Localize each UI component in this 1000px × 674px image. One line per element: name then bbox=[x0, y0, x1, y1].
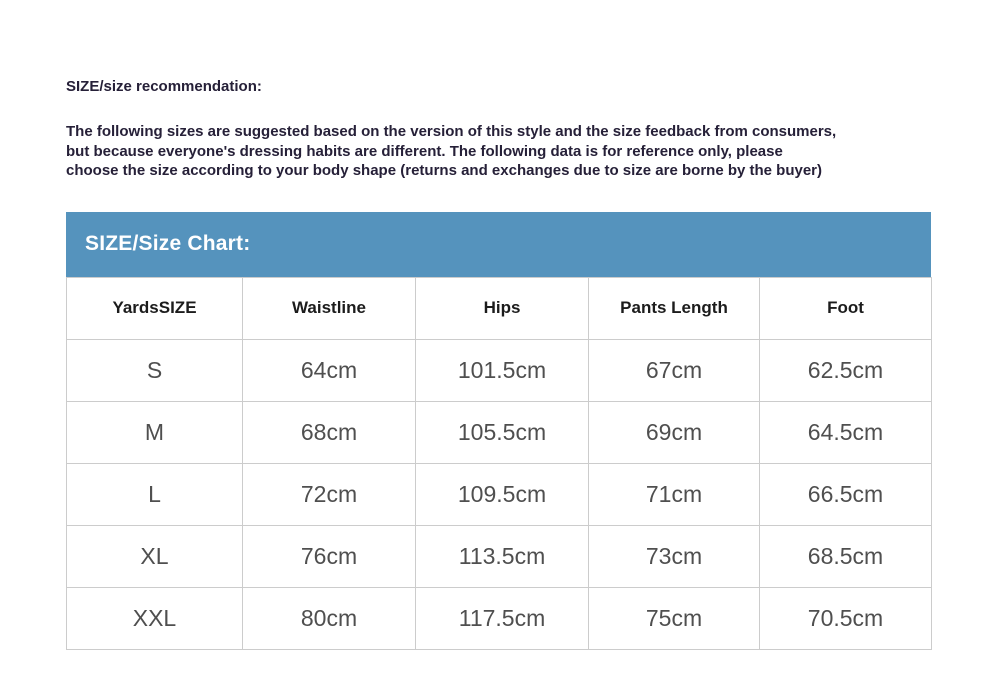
cell-foot: 62.5cm bbox=[760, 339, 932, 401]
cell-hips: 101.5cm bbox=[416, 339, 589, 401]
cell-pants-length: 75cm bbox=[589, 587, 760, 649]
cell-waistline: 80cm bbox=[243, 587, 416, 649]
table-row-m bbox=[67, 401, 932, 463]
size-chart-table bbox=[66, 277, 932, 650]
cell-waistline: 72cm bbox=[243, 463, 416, 525]
cell-size-label: XXL bbox=[67, 587, 243, 649]
cell-waistline: 64cm bbox=[243, 339, 416, 401]
table-header-row bbox=[67, 277, 932, 339]
column-header-hips: Hips bbox=[416, 277, 589, 339]
cell-pants-length: 73cm bbox=[589, 525, 760, 587]
cell-foot: 70.5cm bbox=[760, 587, 932, 649]
cell-foot: 66.5cm bbox=[760, 463, 932, 525]
cell-pants-length: 67cm bbox=[589, 339, 760, 401]
cell-foot: 64.5cm bbox=[760, 401, 932, 463]
cell-foot: 68.5cm bbox=[760, 525, 932, 587]
column-header-waistline: Waistline bbox=[243, 277, 416, 339]
size-recommendation-body: The following sizes are suggested based on the version of this style and the size feedback from consumers, but because everyone's dressing habits are different. The following data is for reference only, please choose the size according to your body shape (returns and exchanges due to size are borne by the buyer) bbox=[66, 123, 837, 179]
column-header-pants-length: Pants Length bbox=[589, 277, 760, 339]
column-header-foot: Foot bbox=[760, 277, 932, 339]
cell-size-label: S bbox=[67, 339, 243, 401]
cell-pants-length: 71cm bbox=[589, 463, 760, 525]
table-row-xxl bbox=[67, 587, 932, 649]
cell-hips: 109.5cm bbox=[416, 463, 589, 525]
table-row-l bbox=[67, 463, 932, 525]
cell-pants-length: 69cm bbox=[589, 401, 760, 463]
size-recommendation-heading: SIZE/size recommendation: bbox=[66, 78, 262, 95]
cell-size-label: M bbox=[67, 401, 243, 463]
size-chart-section bbox=[66, 212, 931, 650]
cell-hips: 117.5cm bbox=[416, 587, 589, 649]
cell-waistline: 68cm bbox=[243, 401, 416, 463]
cell-waistline: 76cm bbox=[243, 525, 416, 587]
cell-hips: 105.5cm bbox=[416, 401, 589, 463]
cell-size-label: L bbox=[67, 463, 243, 525]
size-chart-title-bar bbox=[66, 212, 931, 277]
cell-hips: 113.5cm bbox=[416, 525, 589, 587]
table-row-s bbox=[67, 339, 932, 401]
table-row-xl bbox=[67, 525, 932, 587]
column-header-yardssize: YardsSIZE bbox=[67, 277, 243, 339]
size-chart-title: SIZE/Size Chart: bbox=[85, 232, 251, 255]
cell-size-label: XL bbox=[67, 525, 243, 587]
